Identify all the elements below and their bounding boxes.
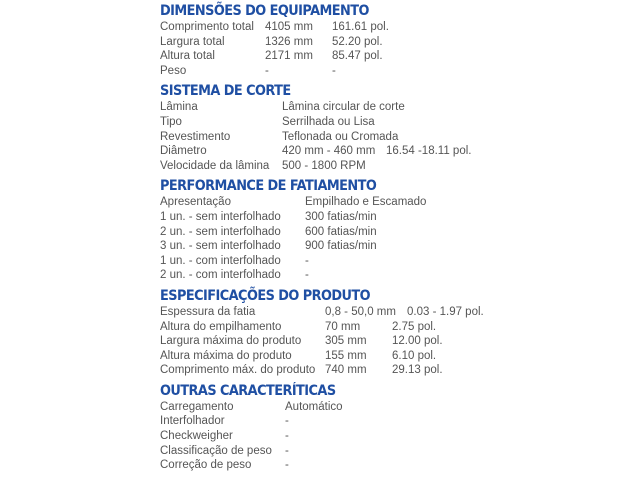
spec-row	[160, 414, 630, 429]
spec-value: 500 - 1800 RPM	[282, 159, 366, 172]
spec-value: Lâmina circular de corte	[282, 101, 405, 114]
spec-label: Tipo	[160, 115, 182, 128]
spec-value-imperial: 2.75 pol.	[392, 320, 437, 333]
spec-value-metric: 155 mm	[325, 349, 367, 362]
spec-value: 900 fatias/min	[305, 240, 377, 253]
spec-value-metric: 305 mm	[325, 335, 367, 348]
spec-value: Empilhado e Escamado	[305, 196, 427, 209]
spec-label: Altura do empilhamento	[160, 320, 282, 333]
spec-row	[160, 363, 630, 378]
section-title: DIMENSÕES DO EQUIPAMENTO	[160, 3, 369, 19]
spec-row	[160, 444, 630, 459]
spec-label: Comprimento total	[160, 21, 254, 33]
spec-value: Serrilhada ou Lisa	[282, 115, 375, 128]
section-especificacoes-do-produto	[160, 288, 630, 378]
section-title: SISTEMA DE CORTE	[160, 83, 291, 100]
spec-value-metric: 2171 mm	[265, 50, 313, 63]
spec-row	[160, 210, 630, 225]
section-title: OUTRAS CARACTERÍTICAS	[160, 382, 336, 399]
spec-value-imperial: 29.13 pol.	[392, 364, 443, 377]
spec-row	[160, 195, 630, 210]
section-title: ESPECIFICAÇÕES DO PRODUTO	[160, 287, 371, 304]
spec-label: Largura máxima do produto	[160, 335, 302, 348]
spec-value: -	[285, 444, 289, 457]
spec-label: Checkweigher	[160, 430, 233, 443]
spec-row	[160, 254, 630, 269]
spec-row	[160, 130, 630, 145]
spec-value-metric: -	[265, 64, 269, 77]
spec-value-imperial: 12.00 pol.	[392, 335, 443, 348]
spec-value-imperial: 16.54 -18.11 pol.	[386, 145, 472, 158]
spec-label: Velocidade da lâmina	[160, 159, 270, 172]
spec-value-imperial: 85.47 pol.	[332, 50, 383, 63]
spec-row	[160, 64, 630, 79]
spec-row	[160, 100, 630, 115]
spec-row	[160, 20, 630, 35]
spec-value-imperial: 161.61 pol.	[332, 21, 389, 33]
spec-value: Teflonada ou Cromada	[282, 130, 399, 143]
spec-row	[160, 159, 630, 174]
spec-label: Diâmetro	[160, 145, 207, 158]
spec-label: 1 un. - com interfolhado	[160, 254, 281, 267]
spec-row	[160, 225, 630, 240]
spec-value: -	[285, 415, 289, 428]
spec-label: Correção de peso	[160, 459, 252, 472]
spec-label: Lâmina	[160, 101, 198, 114]
spec-value: Automático	[285, 400, 343, 413]
spec-row	[160, 144, 630, 159]
spec-sheet	[160, 3, 630, 473]
spec-row	[160, 115, 630, 130]
spec-label: Peso	[160, 64, 187, 77]
spec-row	[160, 35, 630, 50]
spec-row	[160, 429, 630, 444]
spec-value: -	[305, 254, 309, 267]
spec-label: 2 un. - com interfolhado	[160, 269, 281, 282]
section-outras-caracteristicas	[160, 383, 630, 473]
spec-label: Revestimento	[160, 130, 231, 143]
spec-value: 300 fatias/min	[305, 210, 377, 223]
spec-value-metric: 740 mm	[325, 364, 367, 377]
spec-value: -	[285, 430, 289, 443]
spec-row	[160, 458, 630, 473]
spec-row	[160, 239, 630, 254]
spec-value-metric: 1326 mm	[265, 35, 313, 48]
spec-label: 3 un. - sem interfolhado	[160, 240, 281, 253]
spec-value-metric: 70 mm	[325, 320, 361, 333]
spec-value: -	[305, 269, 309, 282]
section-performance-de-fatiamento	[160, 178, 630, 283]
spec-row	[160, 349, 630, 364]
spec-row	[160, 400, 630, 415]
spec-label: 1 un. - sem interfolhado	[160, 210, 281, 223]
spec-row	[160, 320, 630, 335]
spec-value-metric: 420 mm - 460 mm	[282, 145, 376, 158]
spec-value-metric: 4105 mm	[265, 21, 313, 33]
spec-value: 600 fatias/min	[305, 225, 377, 238]
spec-value: -	[285, 459, 289, 472]
spec-label: Altura total	[160, 50, 215, 63]
spec-label: Espessura da fatia	[160, 305, 256, 318]
section-title: PERFORMANCE DE FATIAMENTO	[160, 178, 377, 195]
spec-value-imperial: 6.10 pol.	[392, 349, 437, 362]
spec-row	[160, 49, 630, 64]
section-dimensoes	[160, 3, 630, 78]
spec-value-imperial: 52.20 pol.	[332, 35, 383, 48]
spec-value-imperial: 0.03 - 1.97 pol.	[407, 305, 484, 318]
spec-label: 2 un. - sem interfolhado	[160, 225, 281, 238]
spec-row	[160, 334, 630, 349]
spec-value-imperial: -	[332, 64, 336, 77]
section-sistema-de-corte	[160, 83, 630, 173]
spec-label: Comprimento máx. do produto	[160, 364, 316, 377]
spec-label: Interfolhador	[160, 415, 225, 428]
spec-label: Apresentação	[160, 196, 231, 209]
spec-value-metric: 0,8 - 50,0 mm	[325, 305, 396, 318]
spec-row	[160, 305, 630, 320]
spec-label: Classificação de peso	[160, 444, 272, 457]
spec-label: Carregamento	[160, 400, 234, 413]
spec-row	[160, 268, 630, 283]
spec-label: Largura total	[160, 35, 225, 48]
spec-label: Altura máxima do produto	[160, 349, 292, 362]
